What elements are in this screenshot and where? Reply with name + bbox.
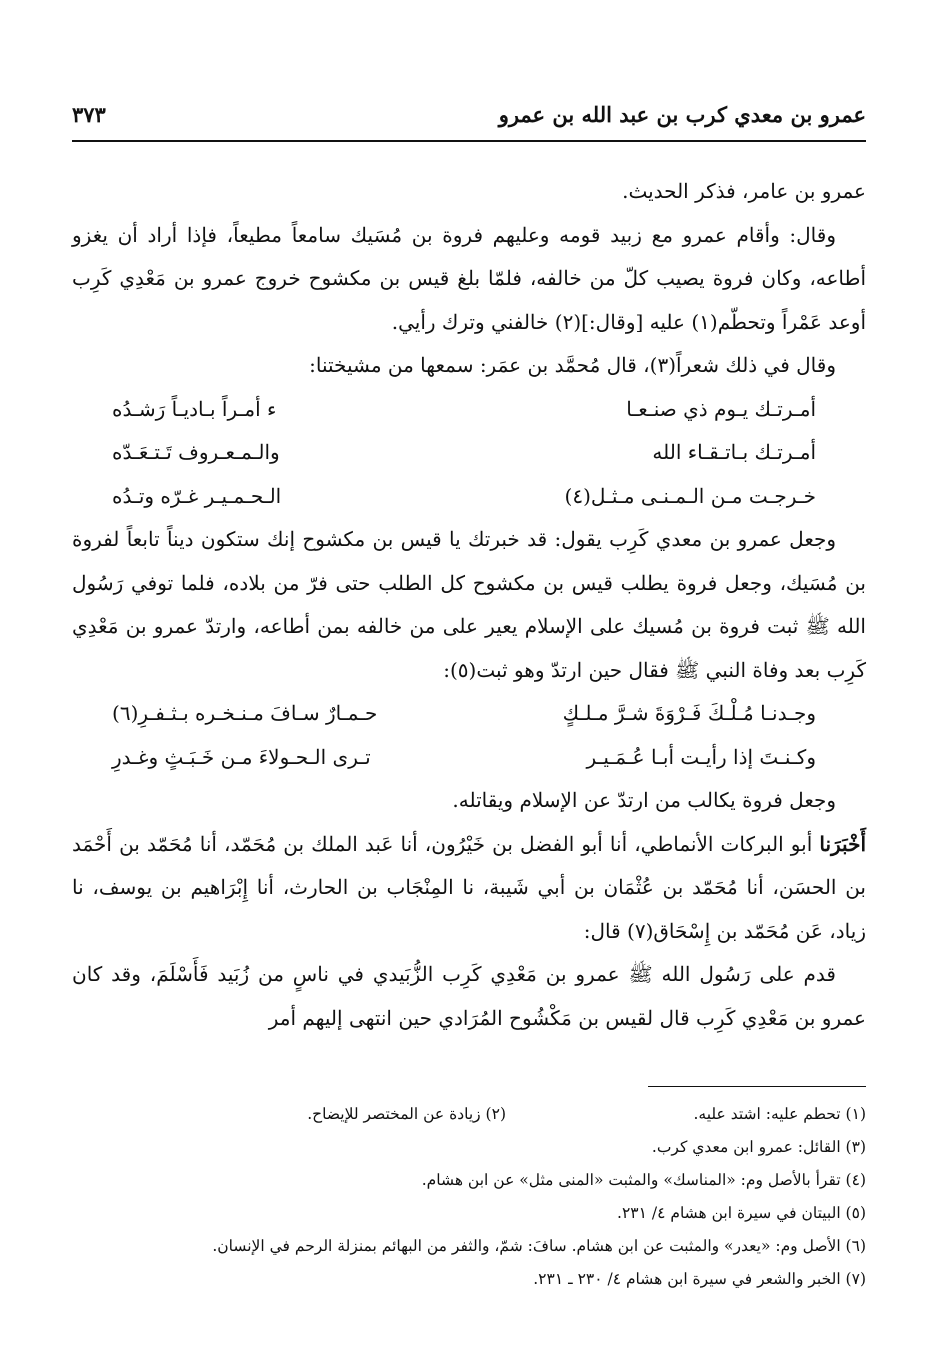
footnote-4: (٤) تقرأ بالأصل وم: «المناسك» والمثبت «المنى مثل» عن ابن هشام. xyxy=(421,1171,866,1189)
paragraph: وجعل فروة يكالب من ارتدّ عن الإسلام ويقاتله. xyxy=(452,788,836,812)
footnotes xyxy=(72,1098,866,1296)
main-text xyxy=(72,170,866,1040)
isnad-text: أبو البركات الأنماطي، أنا أبو الفضل بن خَيْرُون، أنا عَبد الملك بن مُحَمّد، أنا مُحَمّد بن أَحْمَد بن الحسَن، أنا مُحَمّد بن عُثْمَان بن أبي شَيبة، نا المِنْجَاب بن الحارث، أنا إِبْرَاهيم بن يوسف، نا زياد، عَن مُحَمّد بن إِسْحَاق(٧) قال: xyxy=(72,831,866,943)
verse-first-hemistich: أمـرتـك بـاتـقـاء الله xyxy=(652,440,816,464)
paragraph: وجعل عمرو بن معدي كَرِب يقول: قد خبرتك يا قيس بن مكشوح إنك ستكون ديناً تابعاً لفروة بن مُسَيك، وجعل فروة يطلب قيس بن مكشوح كل الطلب حتى فرّ من بلاده، فلما توفي رَسُول الله ﷺ ثبت فروة بن مُسيك على الإسلام يعير على من خالفه بمن أطاعه، وارتدّ عمرو بن مَعْدِي كَرِب بعد وفاة النبي ﷺ فقال حين ارتدّ وهو ثبت(٥): xyxy=(72,527,866,682)
footnote-3: (٣) القائل: عمرو ابن معدي كرب. xyxy=(651,1138,866,1156)
verse-first-hemistich: أمـرتـك يـوم ذي صنـعـا xyxy=(626,396,816,421)
page-header xyxy=(72,94,866,134)
footnote-1: (١) تحطم عليه: اشتد عليه. xyxy=(693,1105,866,1123)
text-line: عمرو بن عامر، فذكر الحديث. xyxy=(622,179,866,203)
verse-line xyxy=(72,431,866,475)
verse-second-hemistich: حـمـارٌ سـافَ مـنـخـره بـثـفـرِ(٦) xyxy=(112,701,378,725)
isnad-paragraph xyxy=(72,823,866,954)
footnote-row xyxy=(72,1098,866,1131)
verse-second-hemistich: والـمـعـروف تَـتـعَـدّه xyxy=(112,440,280,464)
verse-line xyxy=(72,388,866,432)
header-rule xyxy=(72,140,866,142)
verse-line xyxy=(72,692,866,736)
akhbarana-lead: أَخْبَرَنا xyxy=(819,831,866,856)
footnote-6: (٦) الأصل وم: «يعدر» والمثبت عن ابن هشام. سافَ: شمّ، والثفر من البهائم بمنزلة الرحم في الإنسان. xyxy=(212,1237,866,1255)
footnote-5: (٥) البيتان في سيرة ابن هشام ٤/ ٢٣١. xyxy=(617,1204,866,1222)
verse-first-hemistich: وكـنـتَ إذا رأيـت أبـا عُـمَـيـر xyxy=(586,744,816,769)
verse-second-hemistich: الـحـمـيـر غـرّه وتـدُه xyxy=(112,483,282,508)
paragraph: قدم على رَسُول الله ﷺ عمرو بن مَعْدِي كَرِب الزُّبَيدي في ناسٍ من زُبَيد فَأَسْلَمَ، وقد كان عمرو بن مَعْدِي كَرِب قال لقيس بن مَكْشُوح المُرَادي حين انتهى إليهم أمر xyxy=(72,962,866,1030)
verse-second-hemistich: تـرى الـحـولاءَ مـن خَـبَـثٍ وغـدرِ xyxy=(112,744,371,769)
footnote-2: (٢) زيادة عن المختصر للإيضاح. xyxy=(307,1105,506,1123)
footnote-rule xyxy=(648,1086,866,1087)
running-title: عمرو بن معدي كرب بن عبد الله بن عمرو xyxy=(498,101,866,127)
paragraph: وقال في ذلك شعراً(٣)، قال مُحمَّد بن عمَر: سمعها من مشيختنا: xyxy=(309,353,836,377)
verse-first-hemistich: وجـدنـا مُـلْـكَ فَـرْوَةَ شـرَّ مـلـكٍ xyxy=(562,701,816,725)
verse-second-hemistich: ء أمـراً بـاديـاً رَشـدُه xyxy=(112,396,277,421)
page-number: ٣٧٣ xyxy=(72,101,106,127)
verse-first-hemistich: خـرجـت مـن الـمـنـى مـثـل(٤) xyxy=(564,483,816,508)
paragraph: وقال: وأقام عمرو مع زبيد قومه وعليهم فروة بن مُسَيك سامعاً مطيعاً، فإذا أراد أن يغزو أطاعه، وكان فروة يصيب كلّ من خالفه، فلمّا بلغ قيس بن مكشوح خروج عمرو بن مَعْدِي كَرِب أوعد عَمْراً وتحطّم(١) عليه [وقال:](٢) خالفني وترك رأيي. xyxy=(72,222,866,334)
verse-line xyxy=(72,475,866,519)
verse-line xyxy=(72,736,866,780)
footnote-7: (٧) الخبر والشعر في سيرة ابن هشام ٤/ ٢٣٠ ـ ٢٣١. xyxy=(533,1270,866,1288)
